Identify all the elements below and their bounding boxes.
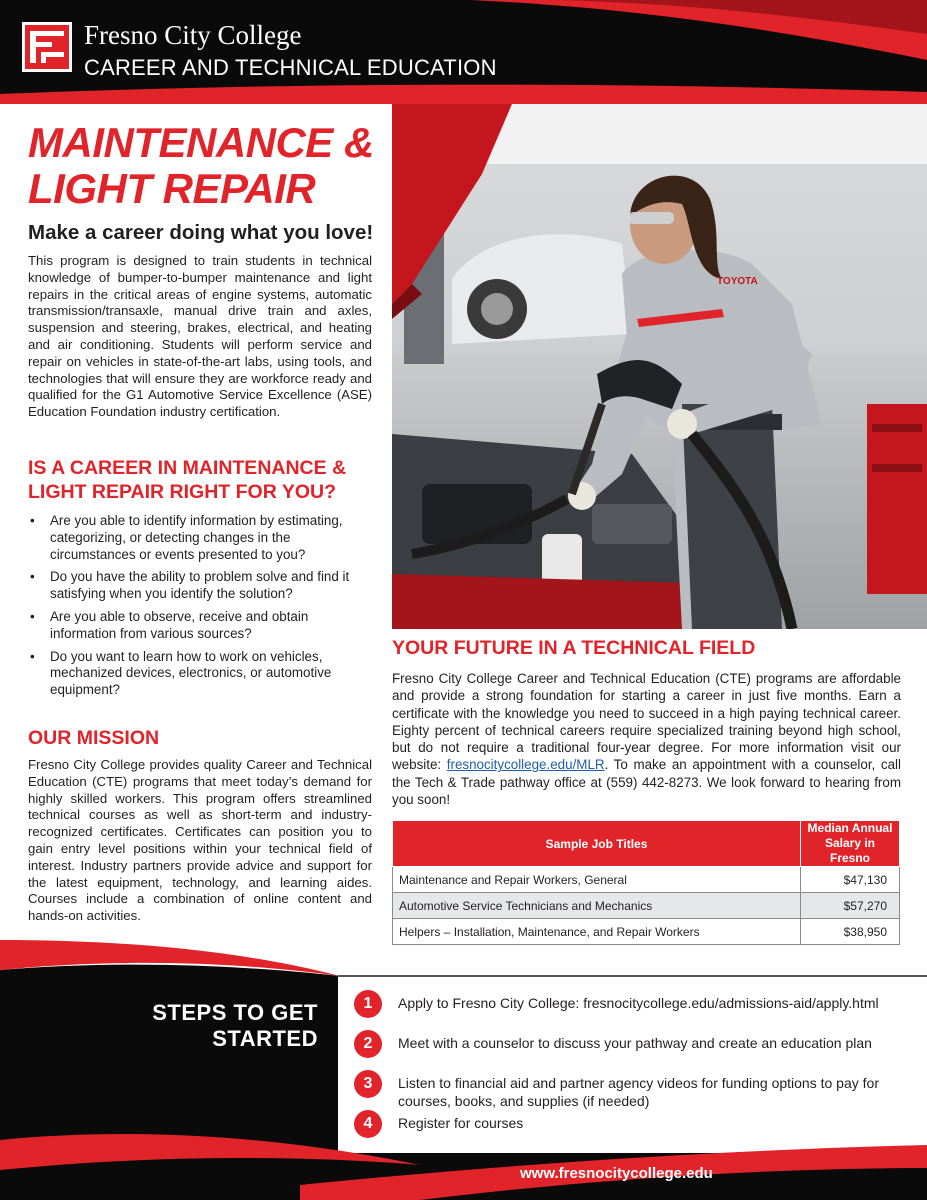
header-band: [0, 0, 927, 104]
list-item: [28, 569, 372, 603]
list-item: [28, 649, 372, 699]
question-text: Are you able to identify information by estimating, categorizing, or detecting changes in the circumstances or events presented to you?: [50, 513, 343, 562]
mlr-website-link[interactable]: fresnocitycollege.edu/MLR: [446, 757, 605, 773]
page-title: [28, 120, 388, 212]
bullet-icon: •: [30, 513, 35, 528]
question-text: Are you able to observe, receive and obtain information from various sources?: [50, 608, 309, 641]
column-header-job-titles: Sample Job Titles: [393, 821, 801, 867]
mission-paragraph: Fresno City College provides quality Career and Technical Education (CTE) programs that meet today’s demand for highly skilled workers. This program offers streamlined technical courses as well as short-term and industry-recognized certificates. Certificates can position you to gain entry level positions within your technical field of interest. Industry partners provide advice and support for the latest equipment, technology, and learning aides. Courses include a combination of online content and hands-on activities.: [28, 757, 372, 924]
list-item: [28, 609, 372, 643]
footer-band: [0, 940, 927, 1200]
step-text: Apply to Fresno City College: fresnocitycollege.edu/admissions-aid/apply.html: [398, 995, 879, 1011]
step-text: Register for courses: [398, 1115, 524, 1131]
table-row: [393, 893, 900, 919]
footer-website: www.fresnocitycollege.edu: [520, 1165, 713, 1182]
title-line-1: MAINTENANCE &: [28, 119, 374, 166]
step-number-badge: 1: [354, 990, 382, 1018]
steps-title-line-1: STEPS TO GET: [152, 1000, 318, 1025]
job-title-cell: Automotive Service Technicians and Mechanics: [393, 893, 801, 919]
job-salary-table: [392, 820, 900, 945]
steps-title-line-2: STARTED: [212, 1026, 318, 1051]
salary-header-line-2: Salary in Fresno: [824, 836, 876, 865]
table-header-row: [393, 821, 900, 867]
salary-header-line-1: Median Annual: [807, 821, 893, 835]
title-line-2: LIGHT REPAIR: [28, 165, 316, 212]
uniform-badge-text: TOYOTA: [717, 276, 758, 287]
future-section-title: YOUR FUTURE IN A TECHNICAL FIELD: [392, 637, 756, 659]
step-number-badge: 4: [354, 1110, 382, 1138]
mission-title: OUR MISSION: [28, 727, 160, 749]
step-text: Listen to financial aid and partner agency videos for funding options to pay for courses, books, and supplies (if needed): [398, 1075, 879, 1109]
list-item: [28, 513, 372, 563]
intro-paragraph: This program is designed to train students in technical knowledge of bumper-to-bumper maintenance and light repairs in the critical areas of engine systems, automatic transmission/transaxle, manual drive train and axles, suspension and steering, brakes, electrical, and heating and air conditioning. Students will perform service and repair on vehicles in state-of-the-art labs, using tools, and technologies that will ensure they are workforce ready and qualified for the G1 Automotive Service Excellence (ASE) Education Foundation industry certification.: [28, 253, 372, 420]
college-name: Fresno City College: [84, 20, 302, 50]
department-name: CAREER AND TECHNICAL EDUCATION: [84, 55, 497, 80]
job-title-cell: Helpers – Installation, Maintenance, and Repair Workers: [393, 919, 801, 945]
salary-cell: $38,950: [801, 919, 900, 945]
step-number-badge: 2: [354, 1030, 382, 1058]
bullet-icon: •: [30, 569, 35, 585]
step-number-badge: 3: [354, 1070, 382, 1098]
technician-photo: [392, 104, 927, 629]
bullet-icon: •: [30, 608, 35, 624]
question-text: Do you want to learn how to work on vehicles, mechanized devices, electronics, or automotive equipment?: [50, 648, 332, 698]
salary-cell: $47,130: [801, 867, 900, 893]
career-title-line-2: LIGHT REPAIR RIGHT FOR YOU?: [28, 481, 337, 503]
tagline: Make a career doing what you love!: [28, 221, 374, 244]
future-paragraph: [392, 670, 901, 808]
job-title-cell: Maintenance and Repair Workers, General: [393, 867, 801, 893]
career-section-title: [28, 456, 378, 504]
fcc-logo-icon: [22, 22, 72, 72]
bullet-icon: •: [30, 648, 35, 664]
career-title-line-1: IS A CAREER IN MAINTENANCE &: [28, 457, 347, 479]
salary-cell: $57,270: [801, 893, 900, 919]
column-header-salary: [801, 821, 900, 867]
career-question-list: [28, 513, 372, 705]
steps-title: [150, 1000, 318, 1052]
question-text: Do you have the ability to problem solve and find it satisfying when you identify the solution?: [50, 569, 350, 602]
step-text: Meet with a counselor to discuss your pathway and create an education plan: [398, 1035, 872, 1051]
future-text-end: . To make an appointment with a counselor, call the Tech & Trade pathway office at (559) 442-8273. We look forward to hearing from you soon!: [392, 757, 901, 808]
table-row: [393, 867, 900, 893]
future-text-start: Fresno City College Career and Technical Education (CTE) programs are affordable and provide a strong foundation for starting a career in just five months. Earn a certificate with the knowledge you need to succeed in a high paying technical career. Eighty percent of technical careers require specialized training beyond high school, but do not require a traditional four-year degree. For more information visit our website:: [392, 671, 901, 773]
